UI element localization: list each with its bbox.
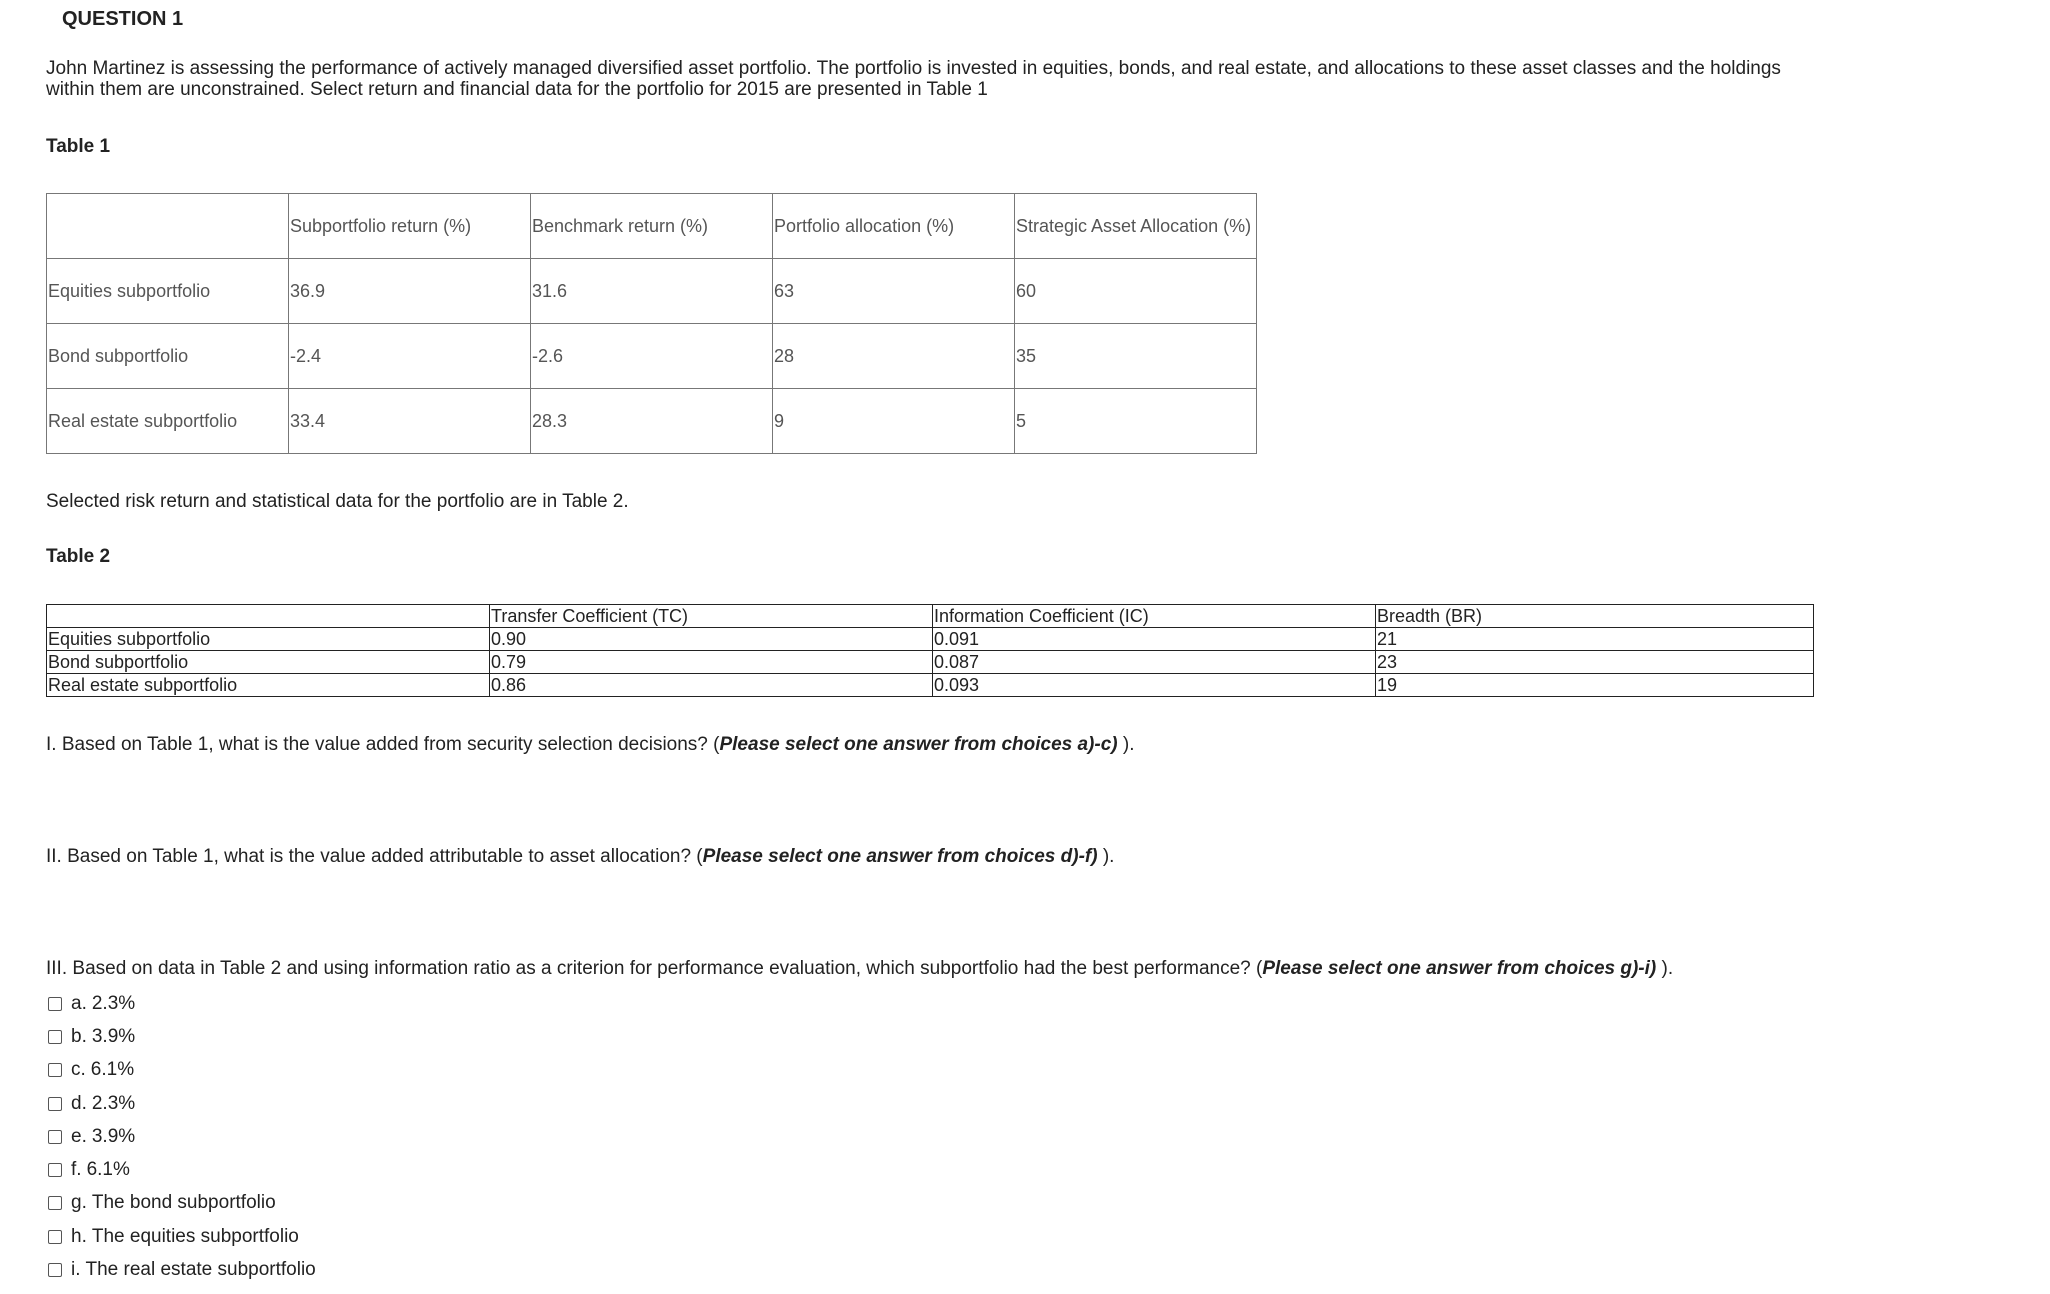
sub-question-tail: ). [1656, 958, 1674, 979]
choice-letter: d. [71, 1092, 87, 1114]
table1-cell: 31.6 [531, 259, 773, 324]
choice-letter: c. [71, 1059, 86, 1081]
table2 [46, 604, 1814, 697]
sub-question-text: III. Based on data in Table 2 and using information ratio as a criterion for performance evaluation, which subportfolio had the best performance? ( [46, 958, 1263, 979]
choice-text: The real estate subportfolio [85, 1259, 316, 1281]
checkbox[interactable] [48, 1063, 62, 1077]
table1-label: Table 1 [46, 136, 111, 157]
table1-cell: -2.4 [289, 324, 531, 389]
sub-question-2 [46, 846, 1114, 868]
table1-cell: 5 [1015, 389, 1257, 454]
table1-header-cell: Strategic Asset Allocation (%) [1015, 194, 1257, 259]
sub-question-1 [46, 734, 1135, 756]
sub-question-tail: ). [1117, 734, 1135, 755]
choice-i[interactable] [46, 1253, 316, 1286]
table2-cell: 0.091 [933, 628, 1376, 651]
table1-cell: Real estate subportfolio [47, 389, 289, 454]
table2-cell: Bond subportfolio [47, 651, 490, 674]
table2-cell: 0.087 [933, 651, 1376, 674]
choice-letter: f. [71, 1159, 82, 1181]
sub-question-tail: ). [1097, 846, 1115, 867]
choice-e[interactable] [46, 1120, 316, 1153]
table2-header-cell: Transfer Coefficient (TC) [490, 605, 933, 628]
table1-header-cell: Benchmark return (%) [531, 194, 773, 259]
checkbox[interactable] [48, 1163, 62, 1177]
choice-text: 2.3% [91, 992, 136, 1014]
table2-cell: 21 [1376, 628, 1814, 651]
table2-label: Table 2 [46, 546, 111, 567]
table-row [47, 628, 1814, 651]
table1-cell: 33.4 [289, 389, 531, 454]
choice-f[interactable] [46, 1153, 316, 1186]
table1 [46, 193, 1257, 454]
table1-header-cell: Portfolio allocation (%) [773, 194, 1015, 259]
choice-text: 6.1% [90, 1059, 135, 1081]
table-row [47, 259, 1257, 324]
choice-b[interactable] [46, 1020, 316, 1053]
table1-header-row [47, 194, 1257, 259]
checkbox[interactable] [48, 1030, 62, 1044]
table1-cell: 28 [773, 324, 1015, 389]
checkbox[interactable] [48, 1097, 62, 1111]
choice-letter: g. [71, 1192, 87, 1214]
checkbox[interactable] [48, 997, 62, 1011]
table1-cell: 9 [773, 389, 1015, 454]
table2-cell: 0.79 [490, 651, 933, 674]
choice-text: 3.9% [91, 1025, 136, 1047]
table2-header-cell: Information Coefficient (IC) [933, 605, 1376, 628]
choice-letter: e. [71, 1125, 87, 1147]
table2-cell: 19 [1376, 674, 1814, 697]
table1-cell: 36.9 [289, 259, 531, 324]
sub-question-instruction: Please select one answer from choices g)-i) [1262, 958, 1657, 979]
question-intro: John Martinez is assessing the performance of actively managed diversified asset portfolio. The portfolio is invested in equities, bonds, and real estate, and allocations to these asset classes and the holdings within them are unconstrained. Select return and financial data for the portfolio for 2015 are presented in Table 1 [46, 58, 1781, 100]
table1-cell: -2.6 [531, 324, 773, 389]
choice-g[interactable] [46, 1187, 316, 1220]
choice-c[interactable] [46, 1054, 316, 1087]
answer-choices [46, 987, 316, 1287]
choice-letter: h. [71, 1225, 87, 1247]
checkbox[interactable] [48, 1230, 62, 1244]
choice-h[interactable] [46, 1220, 316, 1253]
choice-letter: b. [71, 1025, 87, 1047]
table2-cell: Real estate subportfolio [47, 674, 490, 697]
checkbox[interactable] [48, 1263, 62, 1277]
sub-question-instruction: Please select one answer from choices d)-f) [702, 846, 1098, 867]
choice-d[interactable] [46, 1087, 316, 1120]
table2-cell: 0.90 [490, 628, 933, 651]
table1-header-cell: Subportfolio return (%) [289, 194, 531, 259]
table2-cell: 0.093 [933, 674, 1376, 697]
choice-text: The equities subportfolio [91, 1225, 299, 1247]
checkbox[interactable] [48, 1196, 62, 1210]
choice-text: 6.1% [86, 1159, 130, 1181]
table1-cell: 60 [1015, 259, 1257, 324]
table1-cell: 35 [1015, 324, 1257, 389]
choice-letter: i. [71, 1259, 81, 1281]
sub-question-text: II. Based on Table 1, what is the value added attributable to asset allocation? ( [46, 846, 703, 867]
table1-cell: Equities subportfolio [47, 259, 289, 324]
choice-text: 3.9% [91, 1125, 136, 1147]
table-row [47, 651, 1814, 674]
table-row [47, 324, 1257, 389]
table1-cell: 63 [773, 259, 1015, 324]
table1-header-cell [47, 194, 289, 259]
sub-question-text: I. Based on Table 1, what is the value added from security selection decisions? ( [46, 734, 720, 755]
table2-cell: Equities subportfolio [47, 628, 490, 651]
sub-question-3 [46, 958, 1673, 980]
table-row [47, 674, 1814, 697]
table2-header-row [47, 605, 1814, 628]
choice-letter: a. [71, 992, 87, 1014]
sub-question-instruction: Please select one answer from choices a)-c) [719, 734, 1118, 755]
table2-header-cell [47, 605, 490, 628]
table2-header-cell: Breadth (BR) [1376, 605, 1814, 628]
table2-cell: 0.86 [490, 674, 933, 697]
table2-cell: 23 [1376, 651, 1814, 674]
table1-cell: Bond subportfolio [47, 324, 289, 389]
table-row [47, 389, 1257, 454]
choice-a[interactable] [46, 987, 316, 1020]
table2-intro-text: Selected risk return and statistical data for the portfolio are in Table 2. [46, 491, 629, 512]
choice-text: 2.3% [91, 1092, 136, 1114]
choice-text: The bond subportfolio [91, 1192, 276, 1214]
table1-cell: 28.3 [531, 389, 773, 454]
checkbox[interactable] [48, 1130, 62, 1144]
question-title: QUESTION 1 [62, 8, 184, 30]
